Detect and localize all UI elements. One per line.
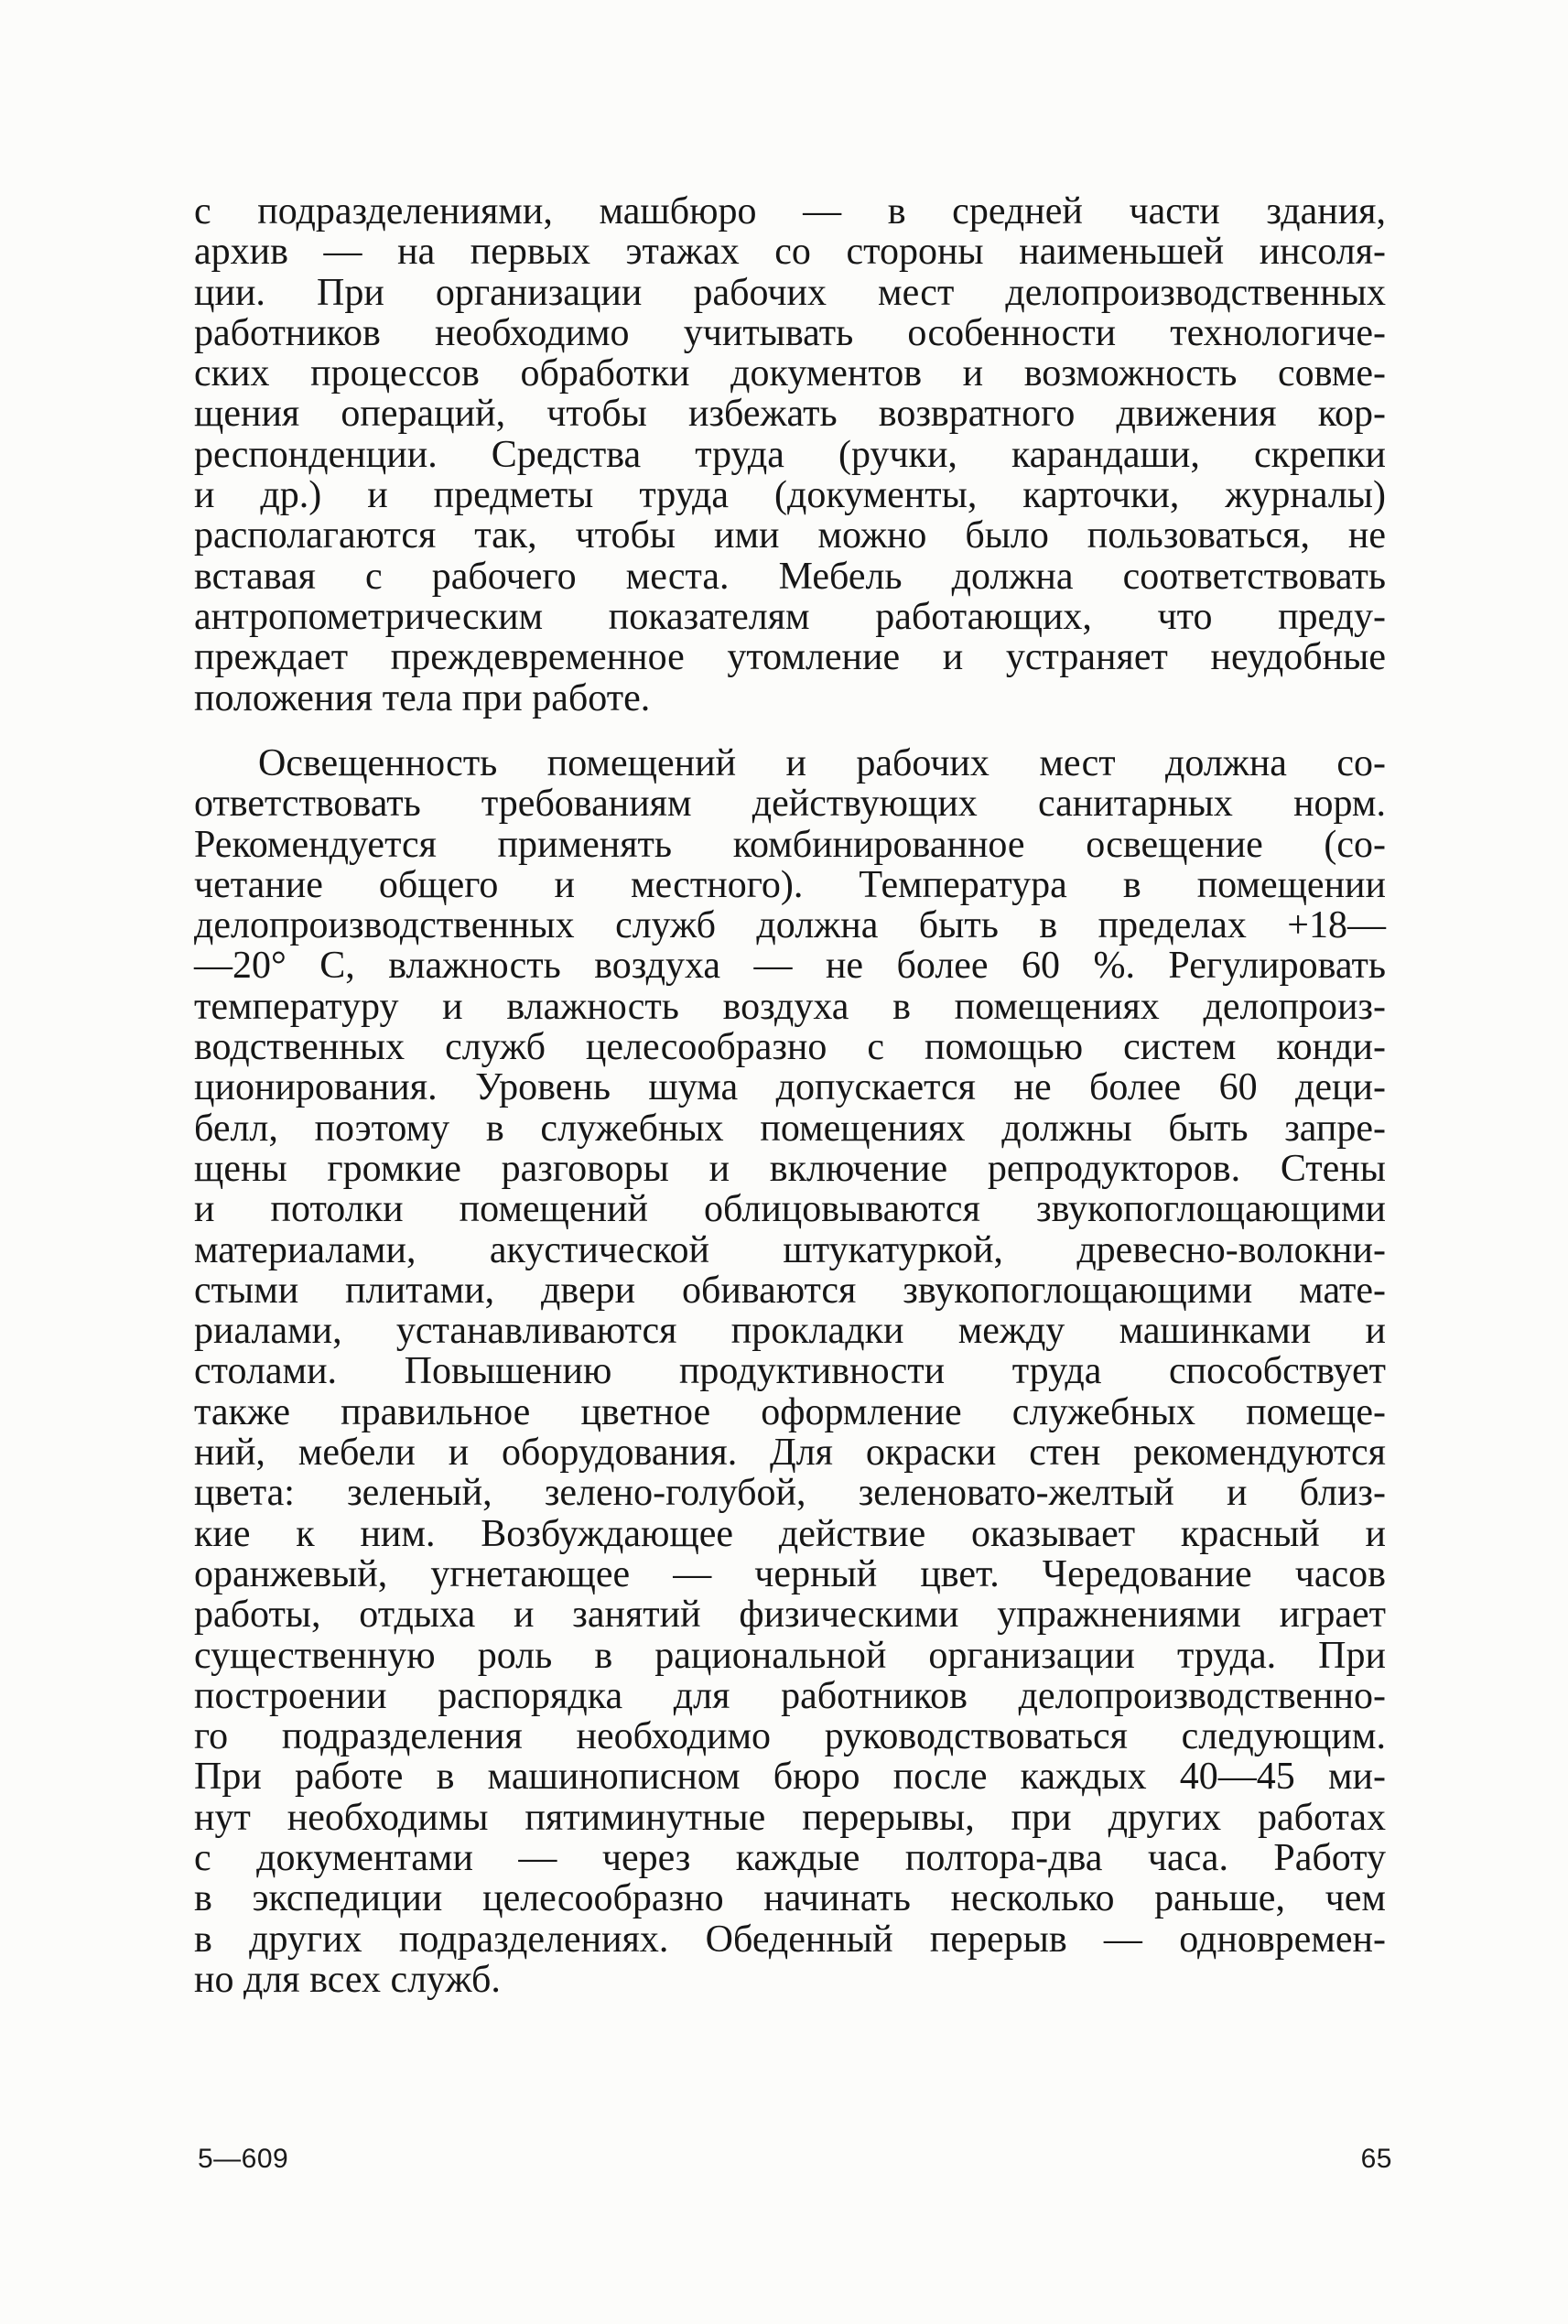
text-line: располагаются так, чтобы ими можно было пользоваться, не [194,514,1386,557]
paragraph-1 [194,191,1386,719]
text-line: и потолки помещений облицовываются звукопоглощающими [194,1188,1386,1231]
text-line: работы, отдыха и занятий физическими упражнениями играет [194,1594,1386,1637]
text-line: вставая с рабочего места. Мебель должна соответствовать [194,555,1386,598]
page-number: 65 [1360,2144,1392,2174]
paragraph-2 [194,743,1386,2000]
text-line: положения тела при работе. [194,676,651,719]
text-line: ции. При организации рабочих мест делопроизводственных [194,271,1386,314]
text-line: Освещенность помещений и рабочих мест должна со- [258,742,1386,784]
text-line: преждает преждевременное утомление и устраняет неудобные [194,636,1386,679]
text-line: построении распорядка для работников делопроизводственно- [194,1674,1386,1717]
text-line: ответствовать требованиям действующих санитарных норм. [194,783,1386,826]
text-line: щения операций, чтобы избежать возвратного движения кор- [194,393,1386,436]
text-line: стыми плитами, двери обиваются звукопоглощающими мате- [194,1269,1386,1312]
text-line: оранжевый, угнетающее — черный цвет. Чередование часов [194,1552,1386,1595]
text-line: также правильное цветное оформление служебных помеще- [194,1390,1386,1433]
text-line: ских процессов обработки документов и возможность совме- [194,352,1386,395]
text-line: архив — на первых этажах со стороны наименьшей инсоля- [194,231,1386,274]
text-line: При работе в машинописном бюро после каждых 40—45 ми- [194,1756,1386,1799]
text-line: водственных служб целесообразно с помощью систем конди- [194,1026,1386,1069]
text-line: риалами, устанавливаются прокладки между машинками и [194,1310,1386,1353]
text-line: материалами, акустической штукатуркой, древесно-волокни- [194,1228,1386,1271]
text-line: работников необходимо учитывать особенности технологиче- [194,311,1386,354]
text-line: го подразделения необходимо руководствоваться следующим. [194,1715,1386,1758]
text-line: кие к ним. Возбуждающее действие оказывает красный и [194,1512,1386,1555]
text-line: в других подразделениях. Обеденный перерыв — одновремен- [194,1918,1386,1961]
text-line: ционирования. Уровень шума допускается не более 60 деци- [194,1066,1386,1109]
text-line: делопроизводственных служб должна быть в пределах +18— [194,904,1386,947]
text-line: температуру и влажность воздуха в помещениях делопроиз- [194,985,1386,1028]
text-line: четание общего и местного). Температура в помещении [194,863,1386,906]
text-line: существенную роль в рациональной организации труда. При [194,1634,1386,1677]
text-line: но для всех служб. [194,1958,501,2001]
text-line: щены громкие разговоры и включение репродукторов. Стены [194,1147,1386,1190]
text-line: столами. Повышению продуктивности труда способствует [194,1350,1386,1393]
text-line: респонденции. Средства труда (ручки, карандаши, скрепки [194,433,1386,476]
text-line: с документами — через каждые полтора-два часа. Работу [194,1837,1386,1880]
text-line: Рекомендуется применять комбинированное освещение (со- [194,823,1386,866]
text-line: —20° С, влажность воздуха — не более 60 %. Регулировать [194,945,1386,988]
text-line: нут необходимы пятиминутные перерывы, при других работах [194,1796,1386,1839]
text-line: и др.) и предметы труда (документы, карточки, журналы) [194,474,1386,517]
text-line: цвета: зеленый, зелено-голубой, зеленовато-желтый и близ- [194,1472,1386,1515]
text-line: в экспедиции целесообразно начинать несколько раньше, чем [194,1877,1386,1920]
text-line: ний, мебели и оборудования. Для окраски стен рекомендуются [194,1432,1386,1475]
text-line: антропометрическим показателям работающих, что преду- [194,595,1386,638]
text-line: белл, поэтому в служебных помещениях должны быть запре- [194,1107,1386,1150]
signature-mark: 5—609 [198,2144,289,2174]
text-line: с подразделениями, машбюро — в средней части здания, [194,190,1386,232]
